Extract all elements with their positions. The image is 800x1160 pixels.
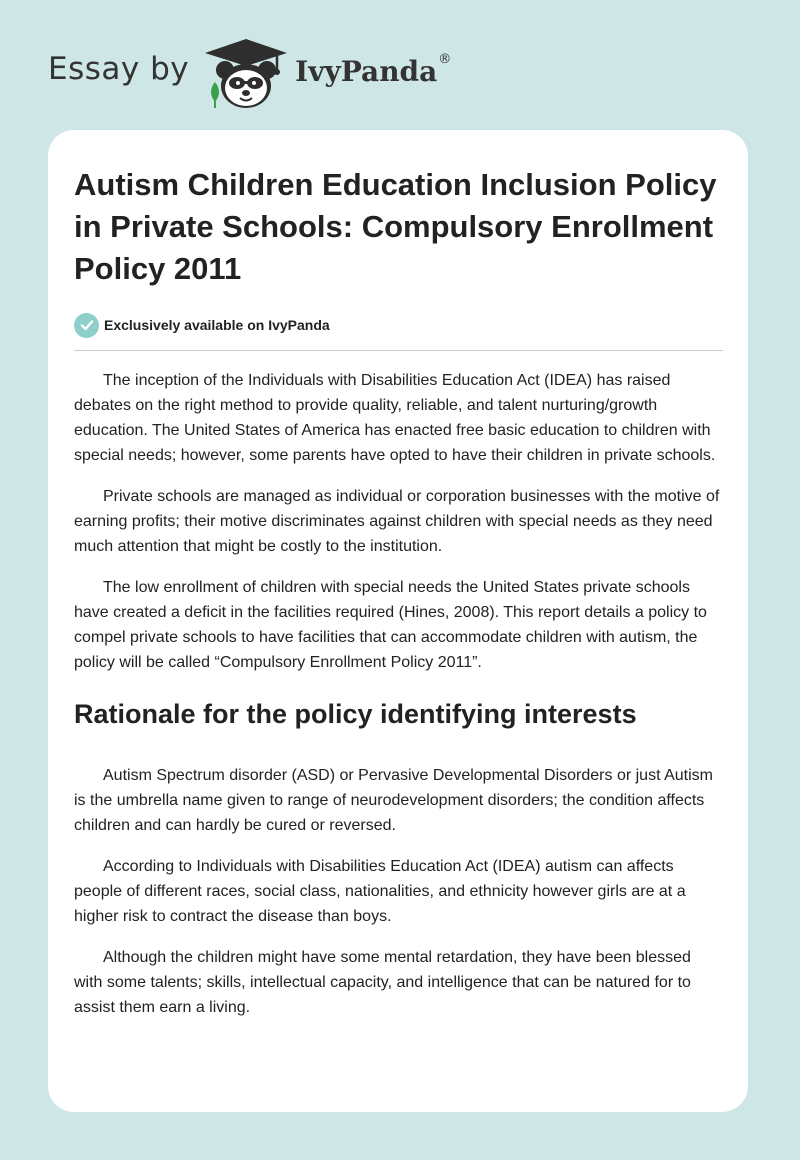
paragraph: Although the children might have some mental retardation, they have been blessed with some talents; skills, intellectual capacity, and intelligence that can be natured for to assist them earn a living. [74,949,691,1016]
divider [74,350,723,351]
essay-by-label: Essay by [48,51,190,87]
brand-header[interactable] [48,36,451,110]
paragraph: The inception of the Individuals with Disabilities Education Act (IDEA) has raised debates on the right method to provide quality, reliable, and talent nurturing/growth education. The United States of America has enacted free basic education to children with special needs; however, some parents have opted to have their children in private schools. [74,372,716,464]
essay-title: Autism Children Education Inclusion Policy in Private Schools: Compulsory Enrollment Policy 2011 [74,167,717,286]
paragraph: Private schools are managed as individual or corporation businesses with the motive of earning profits; their motive discriminates against children with special needs as they need much attention that might be costly to the institution. [74,488,720,555]
paragraph: The low enrollment of children with special needs the United States private schools have created a deficit in the facilities required (Hines, 2008). This report details a policy to compel private schools to have facilities that can accommodate children with autism, the policy will be called “Compulsory Enrollment Policy 2011”. [74,579,707,671]
essay-content [74,164,723,1020]
section-heading: Rationale for the policy identifying interests [74,699,637,729]
paragraph: According to Individuals with Disabilities Education Act (IDEA) autism can affects people of different races, social class, nationalities, and ethnicity however girls are at a higher risk to contract the disease than boys. [74,858,686,925]
exclusive-badge [74,312,723,338]
brand-name: IvyPanda [295,54,438,88]
essay-card [48,130,748,1112]
panda-graduate-icon [203,36,289,110]
checkmark-circle-icon [74,313,99,338]
paragraph: Autism Spectrum disorder (ASD) or Pervasive Developmental Disorders or just Autism is the umbrella name given to range of neurodevelopment disorders; the condition affects children and can hardly be cured or reversed. [74,767,713,834]
exclusive-badge-label: Exclusively available on IvyPanda [104,317,330,333]
registered-mark: ® [438,51,452,67]
